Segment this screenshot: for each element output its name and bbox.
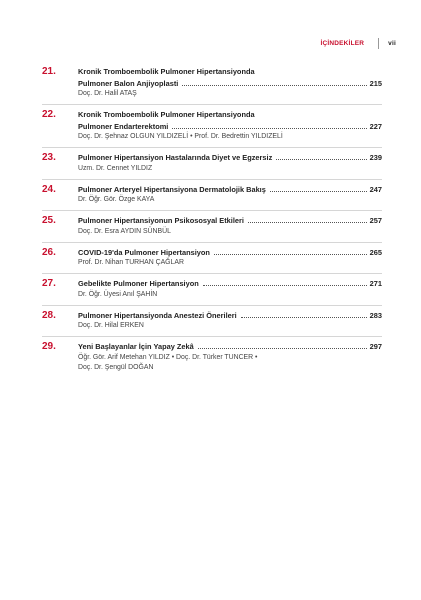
chapter-page-number: 283: [369, 310, 382, 320]
chapter-authors: [78, 353, 382, 373]
entry-body: [78, 109, 382, 142]
chapter-title-line: Kronik Tromboembolik Pulmoner Hipertansiyonda: [78, 110, 255, 119]
toc-list: [42, 62, 382, 378]
chapter-authors: [78, 164, 382, 174]
chapter-title-line: [78, 278, 382, 290]
chapter-number: 25.: [42, 215, 56, 226]
toc-entry[interactable]: [42, 62, 382, 105]
toc-entry[interactable]: [42, 148, 382, 180]
chapter-page-number: 247: [369, 184, 382, 194]
toc-entry[interactable]: [42, 337, 382, 378]
author-line: Doç. Dr. Esra AYDIN SÜNBÜL: [78, 227, 171, 235]
chapter-authors: [78, 290, 382, 300]
entry-body: [78, 215, 382, 237]
chapter-number: 21.: [42, 66, 56, 77]
author-line: Doç. Dr. Halil ATAŞ: [78, 90, 137, 97]
toc-entry[interactable]: [42, 306, 382, 338]
chapter-title-line: [78, 247, 382, 259]
dot-leader: [276, 159, 366, 160]
author-line: Dr. Öğr. Gör. Özge KAYA: [78, 196, 155, 203]
chapter-number: 22.: [42, 109, 56, 120]
toc-entry[interactable]: [42, 105, 382, 148]
author-line: Uzm. Dr. Cennet YILDIZ: [78, 164, 153, 172]
dot-leader: [172, 128, 366, 129]
chapter-page-number: 297: [369, 342, 382, 351]
chapter-authors: [78, 258, 382, 268]
dot-leader: [203, 285, 367, 286]
author-line: Prof. Dr. Nihan TURHAN ÇAĞLAR: [78, 259, 184, 266]
chapter-title-line: [78, 152, 382, 164]
chapter-authors: [78, 321, 382, 331]
chapter-page-number: 257: [369, 216, 382, 225]
toc-entry[interactable]: [42, 180, 382, 212]
toc-entry[interactable]: [42, 243, 382, 275]
chapter-title-text: COVID-19'da Pulmoner Hipertansiyon: [78, 247, 210, 257]
entry-body: [78, 278, 382, 300]
chapter-authors: [78, 227, 382, 237]
entry-body: [78, 152, 382, 174]
chapter-authors: [78, 89, 382, 99]
chapter-authors: [78, 195, 382, 205]
chapter-title-text: Pulmoner Hipertansiyonda Anestezi Önerileri: [78, 310, 237, 320]
chapter-number: 26.: [42, 246, 56, 258]
chapter-number: 23.: [42, 152, 56, 163]
chapter-title-line: [78, 121, 382, 133]
toc-entry[interactable]: [42, 274, 382, 306]
chapter-authors: [78, 132, 382, 142]
chapter-page-number: 215: [369, 78, 382, 88]
chapter-title-text: Yeni Başlayanlar İçin Yapay Zekâ: [78, 342, 194, 351]
chapter-title-line: [78, 341, 382, 353]
chapter-title-text: Pulmoner Hipertansiyon Hastalarında Diyet ve Egzersiz: [78, 153, 273, 162]
chapter-page-number: 227: [369, 121, 382, 131]
chapter-number: 27.: [42, 278, 56, 289]
dot-leader: [182, 85, 366, 86]
chapter-title-text: Pulmoner Endarterektomi: [78, 121, 169, 131]
chapter-title-text: Pulmoner Arteryel Hipertansiyona Dermatolojik Bakış: [78, 184, 266, 194]
chapter-page-number: 271: [369, 279, 382, 288]
toc-entry[interactable]: [42, 211, 382, 243]
chapter-page-number: 239: [369, 153, 382, 162]
chapter-title-text: Pulmoner Hipertansiyonun Psikososyal Etkileri: [78, 216, 244, 225]
chapter-title-text: Pulmoner Balon Anjiyoplasti: [78, 78, 179, 88]
chapter-number: 29.: [42, 341, 56, 352]
chapter-page-number: 265: [369, 247, 382, 257]
dot-leader: [241, 317, 367, 318]
author-line: Doç. Dr. Şehnaz OLGUN YILDIZELİ • Prof. Dr. Bedrettin YILDIZELİ: [78, 133, 283, 140]
chapter-title-line: [78, 215, 382, 227]
chapter-title-line: [78, 184, 382, 196]
page-header: [320, 37, 396, 49]
page-number: vii: [388, 39, 396, 47]
chapter-number: 28.: [42, 309, 56, 321]
chapter-title-line: [78, 78, 382, 90]
entry-body: [78, 247, 382, 269]
entry-body: [78, 310, 382, 332]
chapter-title-line: Kronik Tromboembolik Pulmoner Hipertansiyonda: [78, 67, 255, 76]
chapter-number: 24.: [42, 183, 56, 195]
entry-body: [78, 184, 382, 206]
author-line: Doç. Dr. Hilal ERKEN: [78, 322, 144, 329]
dot-leader: [248, 222, 367, 223]
author-line: Doç. Dr. Şengül DOĞAN: [78, 363, 154, 371]
header-divider: [378, 38, 379, 49]
entry-body: [78, 341, 382, 373]
section-title: İÇİNDEKİLER: [320, 39, 365, 47]
dot-leader: [214, 254, 367, 255]
chapter-title-text: Gebelikte Pulmoner Hipertansiyon: [78, 279, 199, 288]
author-line: Öğr. Gör. Arif Metehan YILDIZ • Doç. Dr. Türker TUNCER •: [78, 353, 258, 361]
author-line: Dr. Öğr. Üyesi Anıl ŞAHİN: [78, 290, 158, 298]
dot-leader: [198, 348, 367, 349]
dot-leader: [270, 191, 367, 192]
chapter-title-line: [78, 310, 382, 322]
entry-body: [78, 66, 382, 99]
